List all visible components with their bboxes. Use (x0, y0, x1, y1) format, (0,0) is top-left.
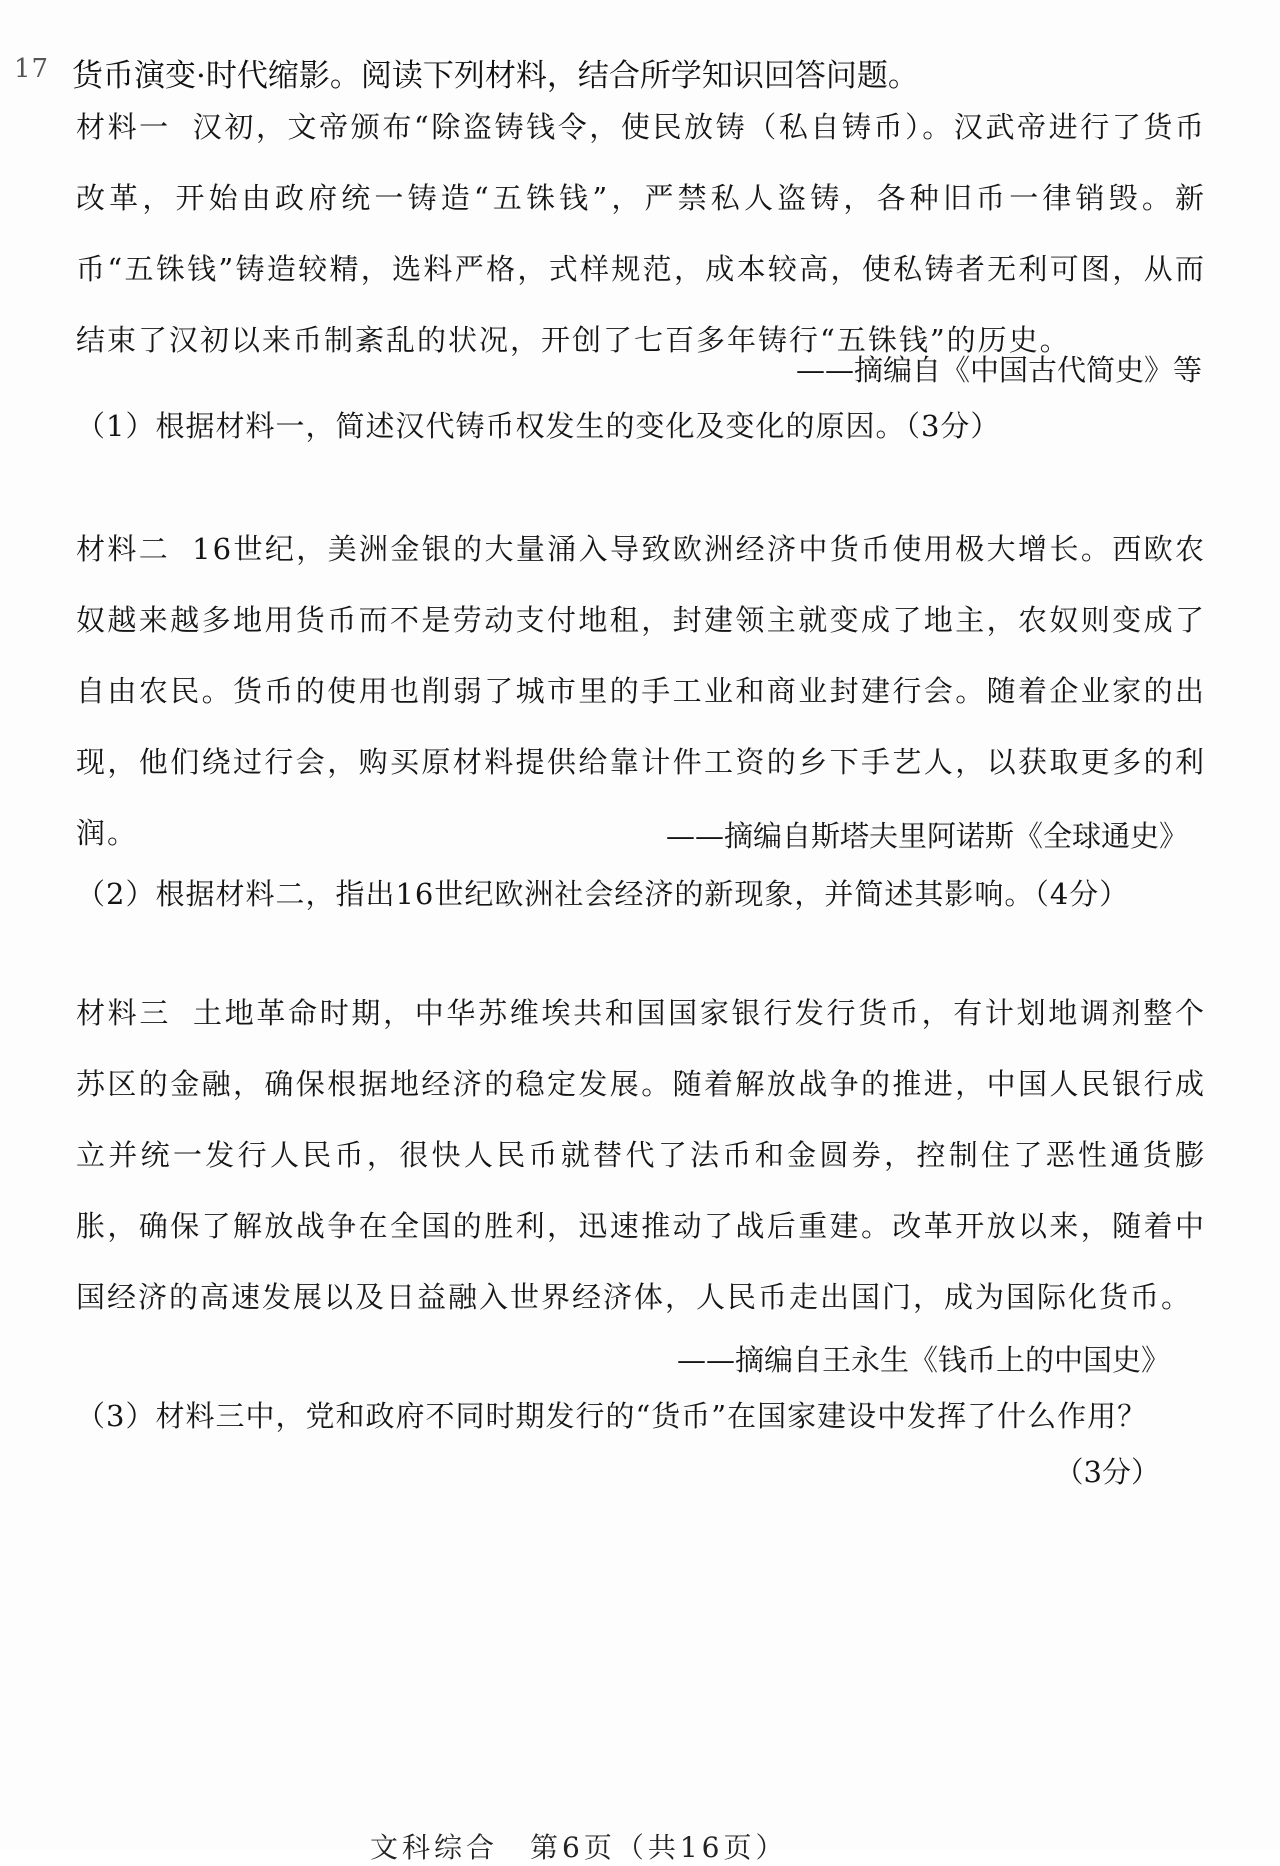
material-2-text: 16世纪，美洲金银的大量涌入导致欧洲经济中货币使用极大增长。西欧农奴越来越多地用货币而不是劳动支付地租，封建领主就变成了地主，农奴则变成了自由农民。货币的使用也削弱了城市里的手工业和商业封建行会。随着企业家的出现，他们绕过行会，购买原材料提供给靠计件工资的乡下手艺人，以获取更多的利润。 (76, 532, 1206, 850)
material-1-label: 材料一 (76, 110, 171, 144)
material-3-label: 材料三 (76, 996, 172, 1030)
question-title: 货币演变·时代缩影。阅读下列材料，结合所学知识回答问题。 (72, 58, 919, 94)
question-3-score: （3分） (1054, 1455, 1160, 1489)
material-2-label: 材料二 (76, 532, 171, 566)
material-1 (76, 92, 1206, 376)
question-number: 17 (14, 54, 50, 84)
question-3: （3）材料三中，党和政府不同时期发行的“货币”在国家建设中发挥了什么作用？ (76, 1399, 1148, 1433)
material-3-source: ——摘编自王永生《钱币上的中国史》 (676, 1343, 1170, 1377)
material-3-text: 土地革命时期，中华苏维埃共和国国家银行发行货币，有计划地调剂整个苏区的金融，确保根据地经济的稳定发展。随着解放战争的推进，中国人民银行成立并统一发行人民币，很快人民币就替代了法币和金圆券，控制住了恶性通货膨胀，确保了解放战争在全国的胜利，迅速推动了战后重建。改革开放以来，随着中国经济的高速发展以及日益融入世界经济体，人民币走出国门，成为国际化货币。 (76, 996, 1206, 1314)
material-3 (76, 978, 1206, 1333)
question-1: （1）根据材料一，简述汉代铸币权发生的变化及变化的原因。（3分） (76, 409, 1001, 443)
question-2: （2）根据材料二，指出16世纪欧洲社会经济的新现象，并简述其影响。（4分） (76, 877, 1130, 911)
material-1-source: ——摘编自《中国古代简史》等 (795, 353, 1202, 387)
material-2-source: ——摘编自斯塔夫里阿诺斯《全球通史》 (665, 819, 1188, 853)
material-1-text: 汉初，文帝颁布“除盗铸钱令，使民放铸（私自铸币）。汉武帝进行了货币改革，开始由政府统一铸造“五铢钱”，严禁私人盗铸，各种旧币一律销毁。新币“五铢钱”铸造较精，选料严格，式样规范，成本较高，使私铸者无利可图，从而结束了汉初以来币制紊乱的状况，开创了七百多年铸行“五铢钱”的历史。 (76, 110, 1206, 357)
page-footer: 文科综合 第6页（共16页） (370, 1831, 788, 1864)
